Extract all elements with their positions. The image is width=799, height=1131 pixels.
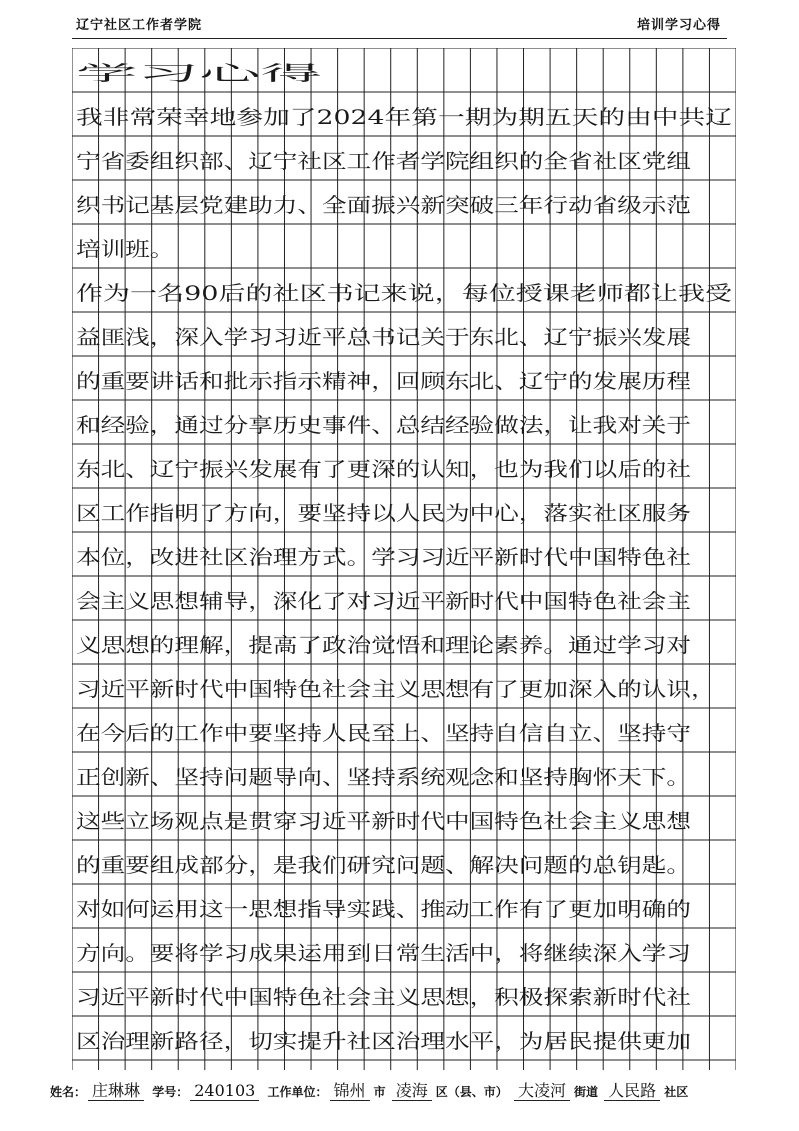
text-line: 本位，改进社区治理方式。学习习近平新时代中国特色社 <box>76 545 691 569</box>
text-line: 织书记基层党建助力、全面振兴新突破三年行动省级示范 <box>76 193 691 217</box>
name-value: 庄琳琳 <box>88 1081 144 1101</box>
footer-info <box>50 1078 690 1101</box>
student-id-value: 240103 <box>190 1081 259 1101</box>
community-value: 人民路 <box>604 1081 660 1101</box>
text-line: 对如何运用这一思想指导实践、推动工作有了更加明确的 <box>76 897 691 921</box>
header-rule <box>72 38 727 39</box>
text-line: 正创新、坚持问题导向、坚持系统观念和坚持胸怀天下。 <box>76 765 691 789</box>
street-value: 大凌河 <box>514 1081 570 1101</box>
text-line: 义思想的理解，提高了政治觉悟和理论素养。通过学习对 <box>76 633 691 657</box>
text-line: 区治理新路径，切实提升社区治理水平，为居民提供更加 <box>76 1029 691 1053</box>
text-line: 宁省委组织部、辽宁社区工作者学院组织的全省社区党组 <box>76 149 691 173</box>
district-label: 区（县、市） <box>435 1085 508 1099</box>
text-line: 的重要组成部分，是我们研究问题、解决问题的总钥匙。 <box>76 853 691 877</box>
text-line: 培训班。 <box>76 237 175 261</box>
writing-grid <box>72 48 736 1070</box>
name-label: 姓名： <box>50 1085 87 1099</box>
text-line: 作为一名90后的社区书记来说，每位授课老师都让我受 <box>76 281 732 305</box>
text-line: 的重要讲话和批示指示精神，回顾东北、辽宁的发展历程 <box>76 369 691 393</box>
text-line: 我非常荣幸地参加了2024年第一期为期五天的由中共辽 <box>76 105 732 129</box>
street-label: 街道 <box>573 1085 598 1099</box>
text-line: 这些立场观点是贯穿习近平新时代中国特色社会主义思想 <box>76 809 693 833</box>
district-value: 凌海 <box>392 1081 432 1101</box>
text-line: 学习心得 <box>76 61 322 85</box>
city-value: 锦州 <box>330 1081 370 1101</box>
text-line: 方向。要将学习成果运用到日常生活中，将继续深入学习 <box>76 941 691 965</box>
text-line: 会主义思想辅导，深化了对习近平新时代中国特色社会主 <box>76 589 691 613</box>
text-line: 在今后的工作中要坚持人民至上、坚持自信自立、坚持守 <box>76 721 691 745</box>
header-doc-title: 培训学习心得 <box>636 18 721 33</box>
text-line: 习近平新时代中国特色社会主义思想，积极探索新时代社 <box>76 985 691 1009</box>
text-line: 益匪浅，深入学习习近平总书记关于东北、辽宁振兴发展 <box>76 325 691 349</box>
city-label: 市 <box>373 1085 386 1099</box>
text-line: 东北、辽宁振兴发展有了更深的认知，也为我们以后的社 <box>76 457 691 481</box>
header-org-name: 辽宁社区工作者学院 <box>76 18 203 33</box>
student-id-label: 学号： <box>152 1085 189 1099</box>
text-line: 习近平新时代中国特色社会主义思想有了更加深入的认识， <box>76 677 716 701</box>
text-line: 区工作指明了方向，要坚持以人民为中心，落实社区服务 <box>76 501 691 525</box>
community-label: 社区 <box>664 1085 689 1099</box>
work-unit-label: 工作单位： <box>267 1085 328 1099</box>
text-line: 和经验，通过分享历史事件、总结经验做法，让我对关于 <box>76 413 691 437</box>
